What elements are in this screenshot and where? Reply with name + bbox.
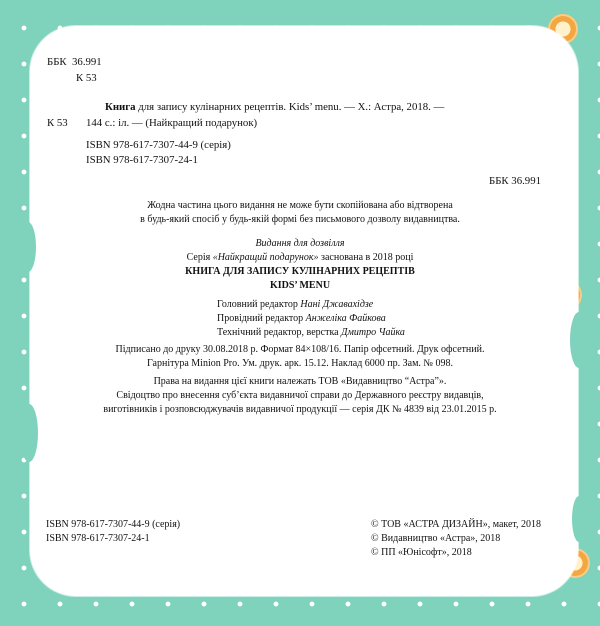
- page-edge-notch: [572, 496, 586, 542]
- catalog-author-mark: К 53: [47, 117, 68, 129]
- bbk-right: ББК 36.991: [489, 175, 541, 187]
- copyright-line-1: © ТОВ «АСТРА ДИЗАЙН», макет, 2018: [371, 519, 542, 530]
- isbn-book: ISBN 978-617-7307-24-1: [86, 154, 198, 166]
- page-edge-notch: [570, 312, 588, 368]
- bbk-header: ББК 36.991: [47, 56, 102, 68]
- rights-line-2: Свідоцтво про внесення суб’єкта видавничої справи до Державного реєстру видавців,: [116, 390, 484, 401]
- footer-isbn-series: ISBN 978-617-7307-44-9 (серія): [46, 519, 181, 530]
- catalog-title-line: Книга для запису кулінарних рецептів. Kids’ menu. — Х.: Астра, 2018. —: [105, 101, 445, 113]
- technical-editor: Технічний редактор, верстка Дмитро Чайка: [217, 327, 405, 338]
- print-details-line-1: Підписано до друку 30.08.2018 р. Формат 84×108/16. Папір офсетний. Друк офсетний.: [115, 344, 485, 355]
- rights-line-1: Права на видання цієї книги належать ТОВ «Видавництво “Астра”».: [153, 376, 447, 387]
- isbn-series: ISBN 978-617-7307-44-9 (серія): [86, 139, 231, 151]
- catalog-description: 144 с.: іл. — (Найкращий подарунок): [86, 117, 258, 129]
- book-title-caps: КНИГА ДЛЯ ЗАПИСУ КУЛІНАРНИХ РЕЦЕПТІВ: [185, 266, 415, 277]
- rights-line-3: виготівників і розповсюджувачів видавничої продукції — серія ДК № 4839 від 23.01.2015 р.: [103, 404, 497, 415]
- lead-editor: Провідний редактор Анжеліка Файкова: [217, 313, 386, 324]
- author-mark: К 53: [76, 72, 97, 84]
- copy-notice-line-1: Жодна частина цього видання не може бути скопійована або відтворена: [147, 200, 453, 211]
- edition-kind: Видання для дозвілля: [255, 238, 345, 249]
- chief-editor: Головний редактор Нані Джавахідзе: [217, 299, 374, 310]
- series-line: Серія «Найкращий подарунок» заснована в 2018 році: [186, 252, 414, 263]
- footer-isbn-book: ISBN 978-617-7307-24-1: [46, 533, 150, 544]
- page-edge-notch: [20, 404, 38, 462]
- copy-notice-line-2: в будь-який спосіб у будь-якій формі без письмового дозволу видавництва.: [140, 214, 460, 225]
- copyright-line-2: © Видавництво «Астра», 2018: [371, 533, 501, 544]
- page-edge-notch: [20, 222, 36, 272]
- copyright-line-3: © ПП «Юнісофт», 2018: [371, 547, 472, 558]
- book-title-english: KIDS’ MENU: [269, 280, 331, 291]
- print-details-line-2: Гарнітура Minion Pro. Ум. друк. арк. 15.12. Наклад 6000 пр. Зам. № 098.: [147, 358, 453, 369]
